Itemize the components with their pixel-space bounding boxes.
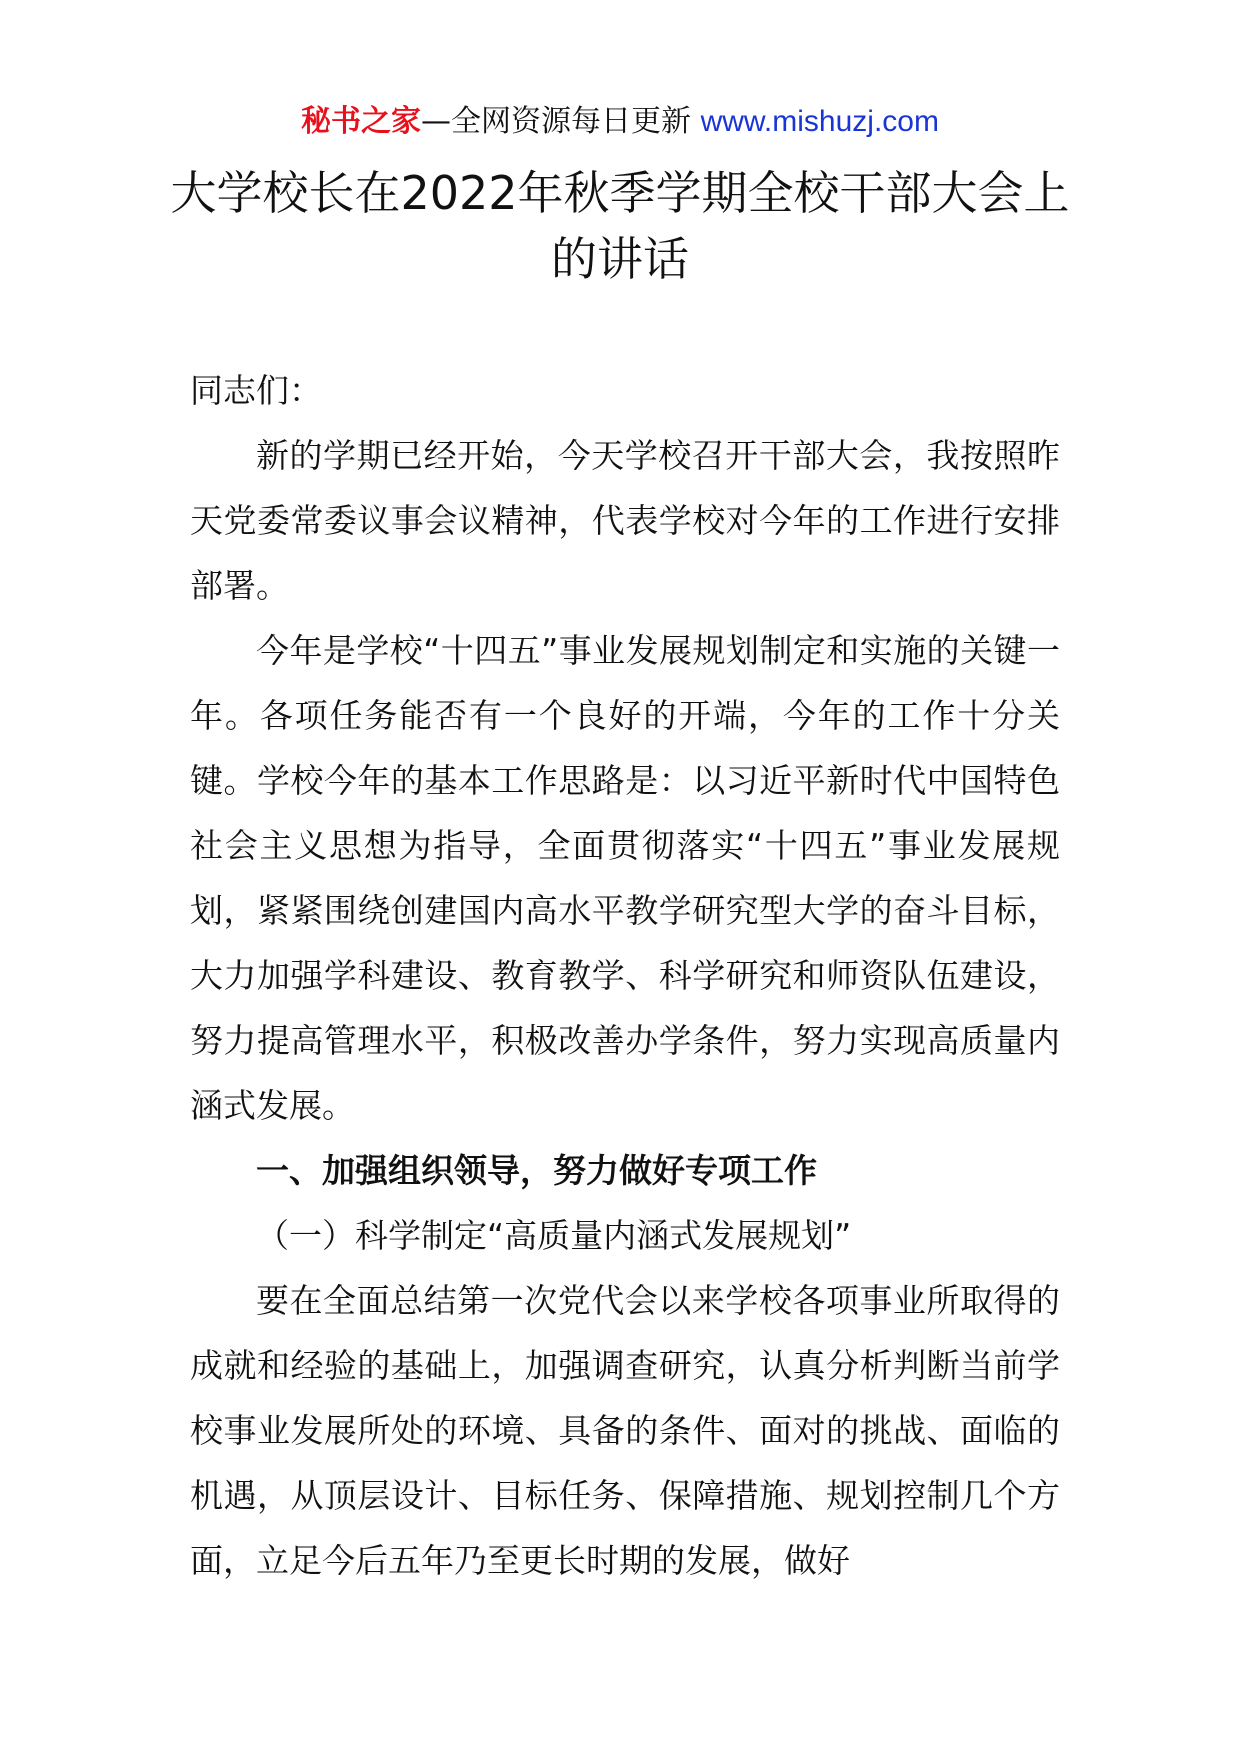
paragraph-3: 要在全面总结第一次党代会以来学校各项事业所取得的成就和经验的基础上，加强调查研究，认真分析判断当前学校事业发展所处的环境、具备的条件、面对的挑战、面临的机遇，从顶层设计、目标任务、保障措施、规划控制几个方面，立足今后五年乃至更长时期的发展，做好 xyxy=(190,1281,1060,1580)
site-url-link[interactable]: www.mishuzj.com xyxy=(700,105,939,138)
subsection-heading: （一）科学制定“高质量内涵式发展规划” xyxy=(256,1216,852,1255)
document-body xyxy=(190,358,1060,1593)
paragraph-2: 今年是学校“十四五”事业发展规划制定和实施的关键一年。各项任务能否有一个良好的开端，今年的工作十分关键。学校今年的基本工作思路是：以习近平新时代中国特色社会主义思想为指导，全面贯彻落实“十四五”事业发展规划，紧紧围绕创建国内高水平教学研究型大学的奋斗目标，大力加强学科建设、教育教学、科学研究和师资队伍建设，努力提高管理水平，积极改善办学条件，努力实现高质量内涵式发展。 xyxy=(190,631,1060,1125)
document-title: 大学校长在2022年秋季学期全校干部大会上的讲话 xyxy=(170,166,1070,286)
header-tagline: —全网资源每日更新 xyxy=(421,104,692,139)
salutation: 同志们： xyxy=(190,371,322,410)
site-header xyxy=(0,100,1240,144)
brand-name: 秘书之家 xyxy=(301,104,422,139)
section-heading: 一、加强组织领导，努力做好专项工作 xyxy=(256,1151,817,1190)
paragraph-1: 新的学期已经开始，今天学校召开干部大会，我按照昨天党委常委议事会议精神，代表学校对今年的工作进行安排部署。 xyxy=(190,436,1060,605)
